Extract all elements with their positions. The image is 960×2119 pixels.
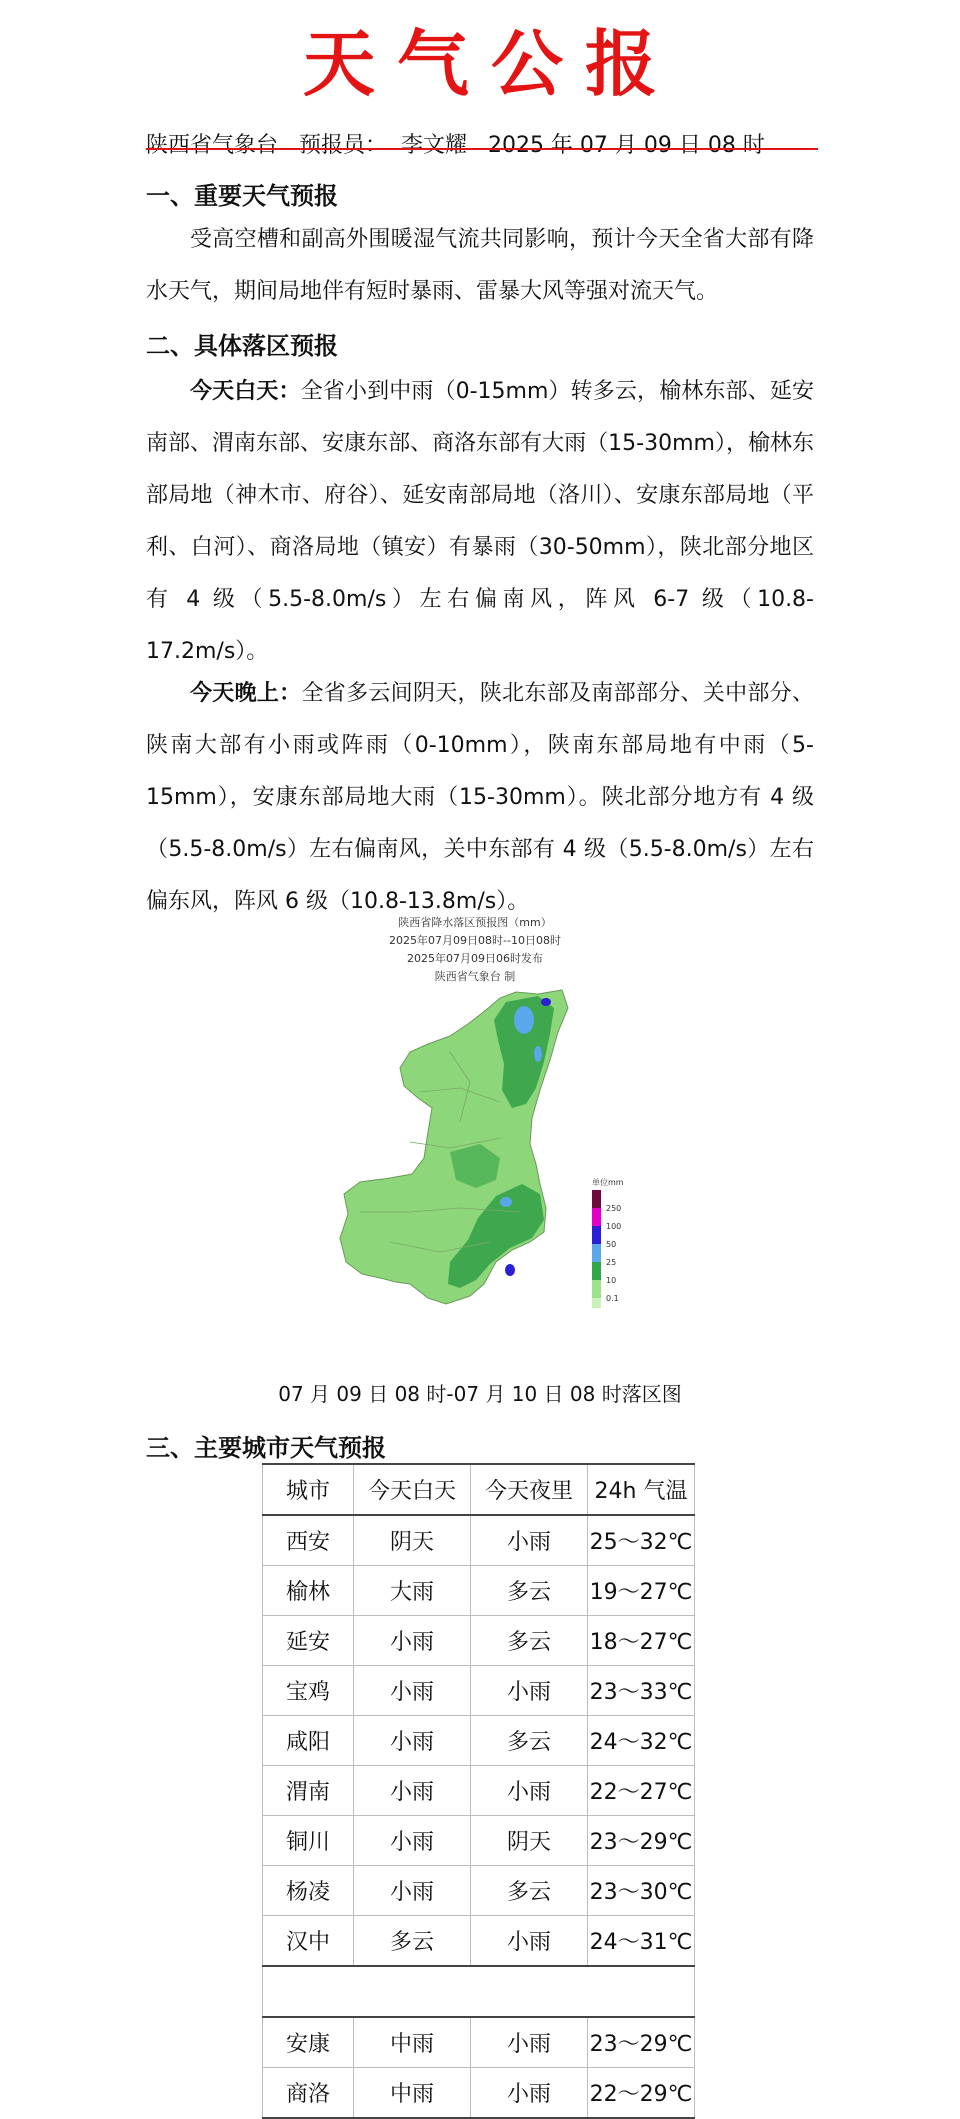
header-red-rule [146, 148, 818, 150]
night-weather-cell: 多云 [471, 1566, 588, 1616]
table-row [263, 2017, 695, 2068]
nighttime-label: 今天晚上： [190, 681, 302, 706]
night-weather-cell: 多云 [471, 1866, 588, 1916]
legend-level-100: 100 [606, 1222, 622, 1231]
day-weather-cell: 大雨 [354, 1566, 471, 1616]
day-weather-cell: 中雨 [354, 2017, 471, 2068]
map-svg [300, 912, 680, 1332]
city-forecast-table [262, 1463, 695, 2119]
day-weather-cell: 小雨 [354, 1866, 471, 1916]
heavy-rain-spot-5 [505, 1264, 515, 1276]
section-2-heading: 二、具体落区预报 [146, 332, 338, 360]
legend-level-25: 25 [606, 1258, 617, 1267]
city-cell: 宝鸡 [263, 1666, 354, 1716]
day-weather-cell: 小雨 [354, 1716, 471, 1766]
heavy-rain-spot-4 [500, 1197, 512, 1207]
table-row [263, 1566, 695, 1616]
table-row [263, 1716, 695, 1766]
col-header-day: 今天白天 [354, 1464, 471, 1515]
night-weather-cell: 小雨 [471, 1666, 588, 1716]
section-1-text: 受高空槽和副高外围暖湿气流共同影响，预计今天全省大部有降水天气，期间局地伴有短时暴雨、雷暴大风等强对流天气。 [146, 227, 814, 304]
day-weather-cell: 小雨 [354, 1666, 471, 1716]
city-cell: 渭南 [263, 1766, 354, 1816]
legend-level-250: 250 [606, 1204, 622, 1213]
legend-swatch-6 [592, 1280, 601, 1298]
legend-swatch-4 [592, 1244, 601, 1262]
night-weather-cell: 小雨 [471, 1916, 588, 1967]
day-weather-cell: 小雨 [354, 1616, 471, 1666]
city-cell: 榆林 [263, 1566, 354, 1616]
city-cell: 汉中 [263, 1916, 354, 1967]
heavy-rain-spot-3 [534, 1046, 542, 1062]
bulletin-title: 天气公报 [302, 21, 679, 106]
city-cell: 安康 [263, 2017, 354, 2068]
section-3-heading: 三、主要城市天气预报 [146, 1434, 386, 1462]
legend-swatch-7 [592, 1298, 601, 1308]
city-cell: 西安 [263, 1515, 354, 1566]
precipitation-map [300, 912, 680, 1332]
night-weather-cell: 阴天 [471, 1816, 588, 1866]
table-separator [263, 1966, 695, 2017]
table-row [263, 1766, 695, 1816]
nighttime-forecast [146, 668, 814, 928]
col-header-city: 城市 [263, 1464, 354, 1515]
legend-swatch-5 [592, 1262, 601, 1280]
day-weather-cell: 小雨 [354, 1766, 471, 1816]
table-header-row [263, 1464, 695, 1515]
heavy-rain-spot-1 [514, 1006, 534, 1034]
table-row [263, 1866, 695, 1916]
legend-level-50: 50 [606, 1240, 617, 1249]
table-row [263, 2068, 695, 2119]
day-weather-cell: 小雨 [354, 1816, 471, 1866]
table-row [263, 1816, 695, 1866]
temp-cell: 24～32℃ [588, 1716, 695, 1766]
night-weather-cell: 多云 [471, 1716, 588, 1766]
city-cell: 杨凌 [263, 1866, 354, 1916]
day-weather-cell: 阴天 [354, 1515, 471, 1566]
map-title-line-2: 2025年07月09日08时--10日08时 [389, 934, 561, 947]
legend-swatch-1 [592, 1190, 601, 1208]
temp-cell: 23～29℃ [588, 2017, 695, 2068]
temp-cell: 22～27℃ [588, 1766, 695, 1816]
daytime-text: 全省小到中雨（0-15mm）转多云，榆林东部、延安南部、渭南东部、安康东部、商洛东部有大雨（15-30mm），榆林东部局地（神木市、府谷）、延安南部局地（洛川）、安康东部局地（平利、白河）、商洛局地（镇安）有暴雨（30-50mm），陕北部分地区有 4 级（5.5-8.0m/s）左右偏南风，阵风 6-7 级（10.8-17.2m/s）。 [146, 379, 814, 664]
temp-cell: 23～29℃ [588, 1816, 695, 1866]
map-title-line-1: 陕西省降水落区预报图（mm） [398, 916, 552, 929]
temp-cell: 18～27℃ [588, 1616, 695, 1666]
col-header-temp: 24h 气温 [588, 1464, 695, 1515]
daytime-label: 今天白天： [190, 379, 301, 404]
nighttime-text: 全省多云间阴天，陕北东部及南部部分、关中部分、陕南大部有小雨或阵雨（0-10mm），陕南东部局地有中雨（5-15mm），安康东部局地大雨（15-30mm）。陕北部分地方有 4 级（5.5-8.0m/s）左右偏南风，关中东部有 4 级（5.5-8.0m/s）左右偏东风，阵风 6 级（10.8-13.8m/s）。 [146, 681, 814, 914]
map-caption: 07 月 09 日 08 时-07 月 10 日 08 时落区图 [278, 1382, 682, 1406]
night-weather-cell: 小雨 [471, 1766, 588, 1816]
city-cell: 延安 [263, 1616, 354, 1666]
night-weather-cell: 多云 [471, 1616, 588, 1666]
daytime-forecast [146, 366, 814, 678]
map-title-line-4: 陕西省气象台 制 [434, 970, 516, 983]
city-cell: 商洛 [263, 2068, 354, 2119]
temp-cell: 19～27℃ [588, 1566, 695, 1616]
temp-cell: 24～31℃ [588, 1916, 695, 1967]
city-cell: 铜川 [263, 1816, 354, 1866]
temp-cell: 25～32℃ [588, 1515, 695, 1566]
night-weather-cell: 小雨 [471, 2017, 588, 2068]
night-weather-cell: 小雨 [471, 2068, 588, 2119]
table-row [263, 1916, 695, 1967]
day-weather-cell: 中雨 [354, 2068, 471, 2119]
legend-swatch-2 [592, 1208, 601, 1226]
bulletin-header: 陕西省气象台 预报员： 李文耀 2025 年 07 月 09 日 08 时 [146, 133, 765, 158]
col-header-night: 今天夜里 [471, 1464, 588, 1515]
table-row [263, 1666, 695, 1716]
legend-level-0-1: 0.1 [606, 1294, 619, 1303]
legend-swatch-3 [592, 1226, 601, 1244]
section-1-heading: 一、重要天气预报 [146, 182, 338, 210]
city-cell: 咸阳 [263, 1716, 354, 1766]
night-weather-cell: 小雨 [471, 1515, 588, 1566]
heavy-rain-spot-2 [541, 998, 551, 1006]
table-row [263, 1515, 695, 1566]
temp-cell: 22～29℃ [588, 2068, 695, 2119]
day-weather-cell: 多云 [354, 1916, 471, 1967]
map-title-line-3: 2025年07月09日06时发布 [407, 952, 543, 965]
legend-title: 单位mm [592, 1178, 624, 1187]
legend-level-10: 10 [606, 1276, 617, 1285]
temp-cell: 23～33℃ [588, 1666, 695, 1716]
temp-cell: 23～30℃ [588, 1866, 695, 1916]
table-row [263, 1616, 695, 1666]
